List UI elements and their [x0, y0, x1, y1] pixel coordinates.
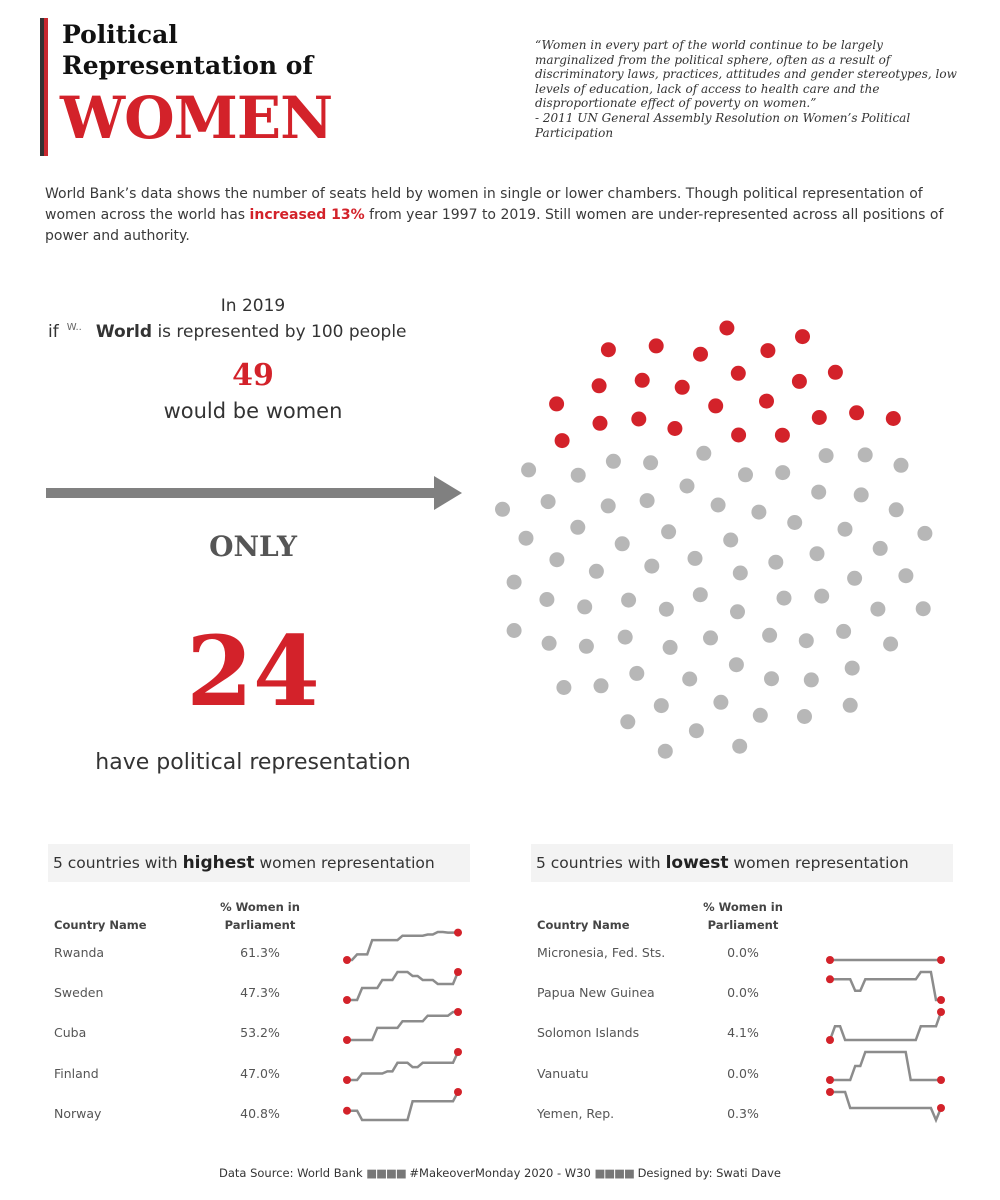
sparkline-end-dot [454, 1048, 462, 1056]
sparkline-start-dot [343, 956, 351, 964]
representation-count: 24 [186, 615, 320, 728]
person-dot-represented [760, 343, 775, 358]
sparkline [830, 1052, 941, 1080]
person-dot-other [775, 465, 790, 480]
region-filter[interactable]: W.. [66, 322, 82, 333]
person-dot-other [519, 531, 534, 546]
if-line [48, 322, 468, 342]
trend-sparklines [333, 924, 473, 1139]
person-dot-other [615, 536, 630, 551]
sparkline-end-dot [937, 996, 945, 1004]
row-pct: 53.2% [240, 1025, 280, 1040]
sparkline-end-dot [454, 929, 462, 937]
people-dot-chart [480, 318, 950, 768]
person-dot-other [507, 623, 522, 638]
person-dot-other [797, 709, 812, 724]
person-dot-other [620, 714, 635, 729]
person-dot-other [643, 455, 658, 470]
col-header-country: Country Name [537, 918, 630, 932]
col-header-pct [681, 898, 805, 934]
col-header-pct [198, 898, 322, 934]
person-dot-other [659, 602, 674, 617]
sparkline-end-dot [454, 1088, 462, 1096]
row-pct: 47.3% [240, 985, 280, 1000]
person-dot-other [898, 568, 913, 583]
person-dot-other [814, 589, 829, 604]
person-dot-other [730, 604, 745, 619]
intro-text-before: World Bank’s data shows the number of seats held by women in single or lower chambers. Though political representation of women across the world has [45, 186, 923, 223]
sparkline-end-dot [937, 1008, 945, 1016]
lowest-panel [531, 844, 953, 1146]
person-dot-other [729, 657, 744, 672]
person-dot-other [738, 467, 753, 482]
sparkline [347, 932, 458, 960]
row-pct: 40.8% [240, 1106, 280, 1121]
year-label: In 2019 [220, 296, 286, 316]
person-dot-other [733, 566, 748, 581]
sparkline-start-dot [343, 996, 351, 1004]
highest-title-post: women representation [254, 854, 435, 872]
person-dot-other [916, 601, 931, 616]
person-dot-represented [592, 378, 607, 393]
person-dot-represented [759, 394, 774, 409]
person-dot-represented [795, 329, 810, 344]
person-dot-other [621, 593, 636, 608]
person-dot-other [644, 559, 659, 574]
person-dot-other [873, 541, 888, 556]
sparkline-start-dot [826, 1076, 834, 1084]
separator-icon: ■■■■ [366, 1166, 406, 1180]
region-name: World [95, 322, 153, 342]
person-dot-other [654, 698, 669, 713]
person-dot-represented [549, 396, 564, 411]
highest-title-pre: 5 countries with [53, 854, 183, 872]
title-line-2: Representation of [62, 51, 314, 80]
person-dot-other [883, 637, 898, 652]
person-dot-other [661, 524, 676, 539]
sparkline-start-dot [826, 975, 834, 983]
row-country: Papua New Guinea [537, 985, 655, 1000]
person-dot-other [762, 628, 777, 643]
women-count: 49 [232, 358, 274, 393]
sparkline-start-dot [826, 1036, 834, 1044]
person-dot-other [889, 502, 904, 517]
person-dot-represented [731, 428, 746, 443]
person-dot-other [810, 546, 825, 561]
person-dot-other [811, 485, 826, 500]
intro-text-after: from year 1997 to 2019. Still women are under-represented across all positions of power and authority. [45, 207, 944, 244]
footer-source: Data Source: World Bank [218, 1166, 363, 1180]
row-country: Vanuatu [537, 1066, 589, 1081]
person-dot-other [594, 678, 609, 693]
person-dot-represented [708, 398, 723, 413]
person-dot-other [589, 564, 604, 579]
sparkline [347, 1092, 458, 1120]
person-dot-other [870, 602, 885, 617]
person-dot-other [843, 698, 858, 713]
footer-hashtag: #MakeoverMonday 2020 - W30 [409, 1166, 591, 1180]
person-dot-other [629, 666, 644, 681]
person-dot-represented [775, 428, 790, 443]
person-dot-other [768, 555, 783, 570]
row-country: Finland [54, 1066, 99, 1081]
title-line-1: Political [62, 20, 178, 49]
person-dot-other [836, 624, 851, 639]
row-country: Micronesia, Fed. Sts. [537, 945, 666, 960]
col-header-country: Country Name [54, 918, 147, 932]
person-dot-other [777, 591, 792, 606]
row-country: Cuba [54, 1025, 87, 1040]
person-dot-other [495, 502, 510, 517]
row-pct: 0.0% [727, 945, 759, 960]
sparkline [830, 972, 941, 1000]
col-header-pct-line1: % Women in [703, 900, 783, 914]
person-dot-other [521, 462, 536, 477]
highest-title-strong: highest [182, 853, 255, 873]
row-pct: 0.3% [727, 1106, 759, 1121]
row-country: Sweden [54, 985, 104, 1000]
sparkline [347, 1012, 458, 1040]
title-women: WOMEN [60, 84, 333, 152]
person-dot-represented [828, 365, 843, 380]
sparkline-start-dot [343, 1107, 351, 1115]
person-dot-other [732, 739, 747, 754]
person-dot-other [682, 672, 697, 687]
person-dot-other [917, 526, 932, 541]
highest-panel [48, 844, 470, 1146]
sparkline-start-dot [826, 1088, 834, 1096]
person-dot-other [723, 533, 738, 548]
row-country: Rwanda [54, 945, 105, 960]
person-dot-other [658, 744, 673, 759]
person-dot-other [847, 571, 862, 586]
person-dot-other [799, 633, 814, 648]
person-dot-other [542, 636, 557, 651]
person-dot-other [688, 551, 703, 566]
un-quote [535, 38, 965, 140]
col-header-pct-line1: % Women in [220, 900, 300, 914]
separator-icon: ■■■■ [594, 1166, 634, 1180]
sparkline-end-dot [454, 1008, 462, 1016]
quote-attribution: - 2011 UN General Assembly Resolution on Women’s Political Participation [535, 110, 911, 140]
person-dot-represented [792, 374, 807, 389]
lowest-title-strong: lowest [665, 853, 729, 873]
lowest-title-post: women representation [728, 854, 909, 872]
person-dot-other [571, 468, 586, 483]
only-label: ONLY [209, 530, 297, 563]
arrow-right-icon [46, 474, 462, 514]
person-dot-represented [593, 416, 608, 431]
person-dot-other [804, 672, 819, 687]
person-dot-other [751, 505, 766, 520]
person-dot-represented [849, 405, 864, 420]
highest-panel-title [48, 844, 470, 882]
person-dot-represented [731, 366, 746, 381]
footer-designer: Designed by: Swati Dave [637, 1166, 781, 1180]
footer [0, 1166, 1000, 1180]
person-dot-other [618, 630, 633, 645]
sparkline-end-dot [454, 968, 462, 976]
person-dot-represented [635, 373, 650, 388]
person-dot-other [703, 630, 718, 645]
person-dot-represented [693, 347, 708, 362]
col-header-pct-line2: Parliament [707, 918, 779, 932]
sparkline-start-dot [343, 1036, 351, 1044]
title-block [40, 18, 360, 156]
person-dot-represented [886, 411, 901, 426]
sparkline [830, 1092, 941, 1120]
person-dot-other [693, 587, 708, 602]
person-dot-represented [555, 433, 570, 448]
row-country: Solomon Islands [537, 1025, 640, 1040]
person-dot-other [689, 723, 704, 738]
trend-sparklines [816, 924, 956, 1139]
sparkline-end-dot [937, 1076, 945, 1084]
person-dot-other [541, 494, 556, 509]
person-dot-other [606, 454, 621, 469]
person-dot-other [713, 695, 728, 710]
women-text: would be women [163, 399, 343, 423]
person-dot-other [570, 520, 585, 535]
intro-highlight: increased 13% [249, 207, 365, 223]
person-dot-other [539, 592, 554, 607]
row-pct: 47.0% [240, 1066, 280, 1081]
person-dot-other [753, 708, 768, 723]
person-dot-represented [675, 380, 690, 395]
person-dot-represented [601, 342, 616, 357]
person-dot-other [696, 446, 711, 461]
row-country: Yemen, Rep. [537, 1106, 615, 1121]
quote-text: “Women in every part of the world continue to be largely marginalized from the political sphere, often as a result of discriminatory laws, practices, attitudes and gender stereotypes, low levels of education, lack of access to health care and the disproportionate effect of poverty on women.” [535, 38, 957, 111]
person-dot-other [549, 552, 564, 567]
lowest-title-pre: 5 countries with [536, 854, 666, 872]
representation-text: have political representation [95, 750, 411, 775]
person-dot-other [819, 448, 834, 463]
sparkline-start-dot [343, 1076, 351, 1084]
person-dot-other [845, 661, 860, 676]
person-dot-other [711, 498, 726, 513]
sparkline [347, 972, 458, 1000]
row-pct: 0.0% [727, 985, 759, 1000]
person-dot-other [577, 599, 592, 614]
person-dot-other [838, 522, 853, 537]
sparkline [830, 1012, 941, 1040]
person-dot-other [787, 515, 802, 530]
sparkline-end-dot [937, 956, 945, 964]
person-dot-other [507, 575, 522, 590]
person-dot-other [764, 671, 779, 686]
row-pct: 61.3% [240, 945, 280, 960]
col-header-pct-line2: Parliament [224, 918, 296, 932]
person-dot-other [858, 447, 873, 462]
person-dot-other [556, 680, 571, 695]
person-dot-represented [812, 410, 827, 425]
person-dot-other [663, 640, 678, 655]
row-pct: 4.1% [727, 1025, 759, 1040]
person-dot-represented [667, 421, 682, 436]
sparkline-start-dot [826, 956, 834, 964]
if-word: if [48, 322, 59, 342]
row-pct: 0.0% [727, 1066, 759, 1081]
person-dot-represented [631, 412, 646, 427]
person-dot-other [894, 458, 909, 473]
intro-paragraph [45, 184, 965, 247]
person-dot-other [680, 479, 695, 494]
row-country: Norway [54, 1106, 102, 1121]
sparkline [347, 1052, 458, 1080]
lowest-panel-title [531, 844, 953, 882]
person-dot-other [854, 487, 869, 502]
person-dot-other [601, 498, 616, 513]
person-dot-other [640, 493, 655, 508]
sparkline-end-dot [937, 1104, 945, 1112]
person-dot-represented [719, 321, 734, 336]
represented-text: is represented by 100 people [157, 322, 407, 342]
person-dot-represented [649, 338, 664, 353]
person-dot-other [579, 639, 594, 654]
